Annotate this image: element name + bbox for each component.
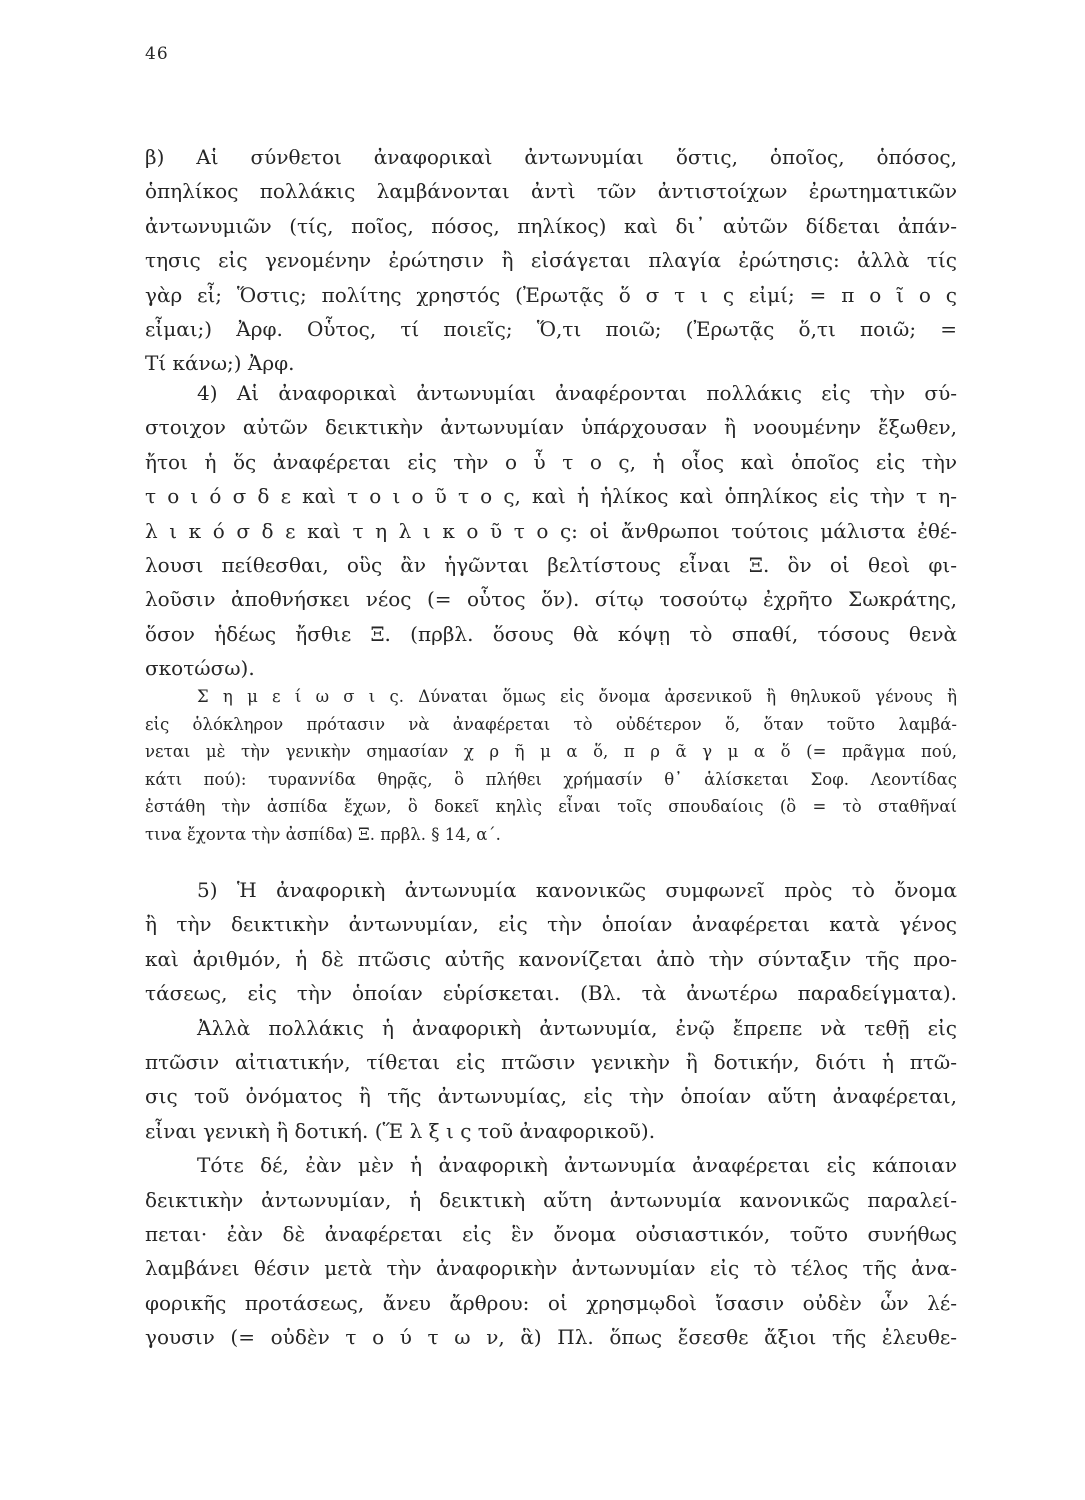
paragraph-five	[145, 873, 957, 1354]
note-paragraph	[145, 683, 957, 848]
text-line: λοῦσιν ἀποθνήσκει νέος (= οὗτος ὅν). σίτῳ τοσούτῳ ἐχρῆτο Σωκράτης,	[145, 587, 957, 612]
text-line: φορικῆς προτάσεως, ἄνευ ἄρθρου: οἱ χρησμῳδοὶ ἴσασιν οὐδὲν ὧν λέ-	[145, 1290, 957, 1315]
text-line: τ ο ι ό σ δ ε καὶ τ ο ι ο ῦ τ ο ς, καὶ ἡ ἡλίκος καὶ ὁπηλίκος εἰς τὴν τ η-	[145, 484, 957, 509]
text-line: τινα ἔχοντα τὴν ἀσπίδα) Ξ. πρβλ. § 14, α΄.	[145, 824, 501, 844]
text-line: εἶναι γενικὴ ἢ δοτική. (Ἕ λ ξ ι ς τοῦ ἀναφορικοῦ).	[145, 1118, 656, 1143]
text-line: σκοτώσω).	[145, 656, 255, 681]
text-line: ὁπηλίκος πολλάκις λαμβάνονται ἀντὶ τῶν ἀντιστοίχων ἐρωτηματικῶν	[145, 179, 957, 204]
text-line: Τότε δέ, ἐὰν μὲν ἡ ἀναφορικὴ ἀντωνυμία ἀναφέρεται εἰς κάποιαν	[197, 1153, 957, 1178]
text-line: κάτι πού): τυραννίδα θηρᾷς, ὃ πλήθει χρήμασίν θ᾿ ἁλίσκεται Σοφ. Λεοντίδας	[145, 769, 957, 789]
text-line: σις τοῦ ὀνόματος ἢ τῆς ἀντωνυμίας, εἰς τὴν ὁποίαν αὕτη ἀναφέρεται,	[145, 1084, 957, 1109]
text-line: τάσεως, εἰς τὴν ὁποίαν εὑρίσκεται. (Βλ. τὰ ἀνωτέρω παραδείγματα).	[145, 981, 957, 1006]
text-line: γουσιν (= οὐδὲν τ ο ύ τ ω ν, ἃ) Πλ. ὅπως ἔσεσθε ἄξιοι τῆς ἐλευθε-	[145, 1325, 957, 1350]
text-line: ἀντωνυμιῶν (τίς, ποῖος, πόσος, πηλίκος) καὶ δι᾿ αὐτῶν δίδεται ἀπάν-	[145, 213, 957, 238]
text-line: λουσι πείθεσθαι, οὓς ἂν ἡγῶνται βελτίστους εἶναι Ξ. ὃν οἱ θεοὶ φι-	[145, 552, 957, 577]
text-line: ἢ τὴν δεικτικὴν ἀντωνυμίαν, εἰς τὴν ὁποίαν ἀναφέρεται κατὰ γένος	[145, 912, 957, 937]
paragraph-four	[145, 376, 957, 686]
text-line: Ἀλλὰ πολλάκις ἡ ἀναφορικὴ ἀντωνυμία, ἐνῷ ἔπρεπε νὰ τεθῇ εἰς	[197, 1015, 957, 1040]
text-line: ὅσον ἡδέως ἤσθιε Ξ. (πρβλ. ὅσους θὰ κόψῃ τὸ σπαθί, τόσους θενὰ	[145, 621, 957, 646]
text-line: πτῶσιν αἰτιατικήν, τίθεται εἰς πτῶσιν γενικὴν ἢ δοτικήν, διότι ἡ πτῶ-	[145, 1049, 957, 1074]
text-line: Τί κάνω;) Ἀρφ.	[145, 351, 295, 376]
text-line: β) Αἱ σύνθετοι ἀναφορικαὶ ἀντωνυμίαι ὅστις, ὁποῖος, ὁπόσος,	[145, 145, 957, 169]
text-line: ἐστάθη τὴν ἀσπίδα ἔχων, ὃ δοκεῖ κηλὶς εἶναι τοῖς σπουδαίοις (ὃ = τὸ σταθῆναί	[145, 797, 957, 816]
text-line: δεικτικὴν ἀντωνυμίαν, ἡ δεικτικὴ αὕτη ἀντωνυμία κανονικῶς παραλεί-	[145, 1187, 957, 1212]
text-line: γὰρ εἶ; Ὅστις; πολίτης χρηστός (Ἐρωτᾷς ὅ σ τ ι ς εἰμί; = π ο ῖ ο ς	[145, 282, 957, 307]
text-line: καὶ ἀριθμόν, ἡ δὲ πτῶσις αὐτῆς κανονίζεται ἀπὸ τὴν σύνταξιν τῆς προ-	[145, 946, 957, 971]
paragraph-beta	[145, 140, 957, 381]
text-line: τησις εἰς γενομένην ἐρώτησιν ἢ εἰσάγεται πλαγία ἐρώτησις: ἀλλὰ τίς	[145, 248, 957, 273]
page-number: 46	[145, 44, 169, 64]
text-line: 5) Ἡ ἀναφορικὴ ἀντωνυμία κανονικῶς συμφωνεῖ πρὸς τὸ ὄνομα	[197, 878, 957, 902]
text-line: νεται μὲ τὴν γενικὴν σημασίαν χ ρ ῆ μ α ὅ, π ρ ᾶ γ μ α ὅ (= πρᾶγμα πού,	[145, 742, 957, 761]
text-line: λ ι κ ό σ δ ε καὶ τ η λ ι κ ο ῦ τ ο ς: οἱ ἄνθρωποι τούτοις μάλιστα ἐθέ-	[145, 518, 957, 543]
text-line: εἶμαι;) Ἀρφ. Οὗτος, τί ποιεῖς; Ὅ,τι ποιῶ; (Ἐρωτᾷς ὅ,τι ποιῶ; =	[145, 316, 957, 341]
text-line: στοιχον αὐτῶν δεικτικὴν ἀντωνυμίαν ὑπάρχουσαν ἢ νοουμένην ἔξωθεν,	[145, 415, 957, 440]
text-line: λαμβάνει θέσιν μετὰ τὴν ἀναφορικὴν ἀντωνυμίαν εἰς τὸ τέλος τῆς ἀνα-	[145, 1256, 957, 1281]
text-line: πεται· ἐὰν δὲ ἀναφέρεται εἰς ἓν ὄνομα οὐσιαστικόν, τοῦτο συνήθως	[145, 1221, 957, 1246]
text-line: εἰς ὁλόκληρον πρότασιν νὰ ἀναφέρεται τὸ οὐδέτερον ὅ, ὅταν τοῦτο λαμβά-	[145, 714, 957, 734]
text-line: 4) Αἱ ἀναφορικαὶ ἀντωνυμίαι ἀναφέρονται πολλάκις εἰς τὴν σύ-	[197, 381, 957, 405]
text-line: Σ η μ ε ί ω σ ι ς. Δύναται ὅμως εἰς ὄνομα ἀρσενικοῦ ἢ θηλυκοῦ γένους ἢ	[197, 687, 957, 706]
text-line: ἤτοι ἡ ὅς ἀναφέρεται εἰς τὴν ο ὗ τ ο ς, ἡ οἷος καὶ ὁποῖος εἰς τὴν	[145, 449, 957, 474]
